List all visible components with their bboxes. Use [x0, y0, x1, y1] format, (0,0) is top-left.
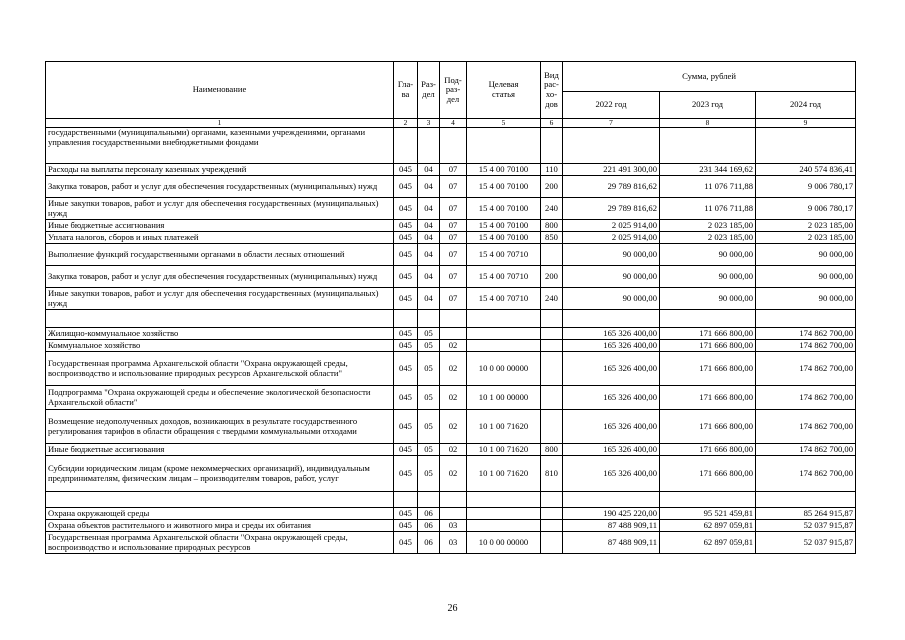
- cell-razdel: 05: [418, 328, 440, 340]
- cell-sum-2022: 165 326 400,00: [563, 444, 660, 456]
- cell-target: [467, 328, 541, 340]
- table-row: [46, 444, 856, 456]
- cell-glava: 045: [394, 266, 418, 288]
- cell-razdel: 05: [418, 410, 440, 444]
- cell-sum-2024: 174 862 700,00: [756, 456, 856, 492]
- cell-target: [467, 508, 541, 520]
- cell-razdel: [418, 310, 440, 328]
- table-row: [46, 340, 856, 352]
- column-number: 4: [440, 119, 467, 128]
- cell-sum-2023: 11 076 711,88: [660, 198, 756, 220]
- cell-sum-2024: 174 862 700,00: [756, 410, 856, 444]
- cell-razdel: 04: [418, 176, 440, 198]
- cell-podrazdel: 07: [440, 198, 467, 220]
- cell-name: Государственная программа Архангельской области "Охрана окружающей среды, воспроизводство и использование природных ресурсов Архангельской области": [46, 352, 394, 386]
- cell-sum-2023: 171 666 800,00: [660, 328, 756, 340]
- cell-vid: 800: [541, 444, 563, 456]
- cell-podrazdel: 07: [440, 244, 467, 266]
- cell-podrazdel: 07: [440, 232, 467, 244]
- table-row: [46, 266, 856, 288]
- header-vid-label: Вид рас- хо- дов: [544, 69, 559, 109]
- cell-vid: [541, 520, 563, 532]
- cell-podrazdel: 02: [440, 352, 467, 386]
- cell-sum-2024: 174 862 700,00: [756, 340, 856, 352]
- cell-sum-2022: 165 326 400,00: [563, 328, 660, 340]
- cell-name: Охрана объектов растительного и животного мира и среды их обитания: [46, 520, 394, 532]
- cell-name: Выполнение функций государственными органами в области лесных отношений: [46, 244, 394, 266]
- cell-razdel: 06: [418, 508, 440, 520]
- budget-table: [45, 61, 856, 554]
- cell-razdel: 04: [418, 244, 440, 266]
- cell-sum-2023: 2 023 185,00: [660, 220, 756, 232]
- cell-sum-2022: 90 000,00: [563, 244, 660, 266]
- cell-sum-2023: 62 897 059,81: [660, 520, 756, 532]
- cell-sum-2022: [563, 492, 660, 508]
- column-number: 3: [418, 119, 440, 128]
- cell-podrazdel: 07: [440, 176, 467, 198]
- cell-razdel: 05: [418, 340, 440, 352]
- cell-name: Жилищно-коммунальное хозяйство: [46, 328, 394, 340]
- cell-podrazdel: 03: [440, 520, 467, 532]
- cell-sum-2022: 29 789 816,62: [563, 198, 660, 220]
- cell-podrazdel: 02: [440, 386, 467, 410]
- cell-name: Охрана окружающей среды: [46, 508, 394, 520]
- column-number: 5: [467, 119, 541, 128]
- cell-vid: 810: [541, 456, 563, 492]
- cell-sum-2023: 62 897 059,81: [660, 532, 756, 554]
- table-row: [46, 352, 856, 386]
- cell-glava: 045: [394, 176, 418, 198]
- table-row: [46, 176, 856, 198]
- cell-glava: 045: [394, 244, 418, 266]
- column-number: 9: [756, 119, 856, 128]
- cell-name: Иные закупки товаров, работ и услуг для обеспечения государственных (муниципальных) нужд: [46, 288, 394, 310]
- cell-vid: [541, 410, 563, 444]
- cell-name: Подпрограмма "Охрана окружающей среды и обеспечение экологической безопасности Архангельской области": [46, 386, 394, 410]
- table-row: [46, 310, 856, 328]
- cell-target: 10 0 00 00000: [467, 352, 541, 386]
- header-sum-group: Сумма, рублей: [563, 62, 856, 92]
- cell-sum-2022: 165 326 400,00: [563, 340, 660, 352]
- cell-podrazdel: 07: [440, 288, 467, 310]
- cell-sum-2022: 165 326 400,00: [563, 410, 660, 444]
- cell-vid: [541, 352, 563, 386]
- cell-podrazdel: 02: [440, 340, 467, 352]
- cell-target: [467, 520, 541, 532]
- table-row: [46, 492, 856, 508]
- cell-vid: [541, 244, 563, 266]
- cell-glava: 045: [394, 352, 418, 386]
- cell-target: [467, 340, 541, 352]
- cell-name: Иные бюджетные ассигнования: [46, 444, 394, 456]
- cell-glava: 045: [394, 386, 418, 410]
- cell-vid: [541, 310, 563, 328]
- column-number: 8: [660, 119, 756, 128]
- cell-vid: 110: [541, 164, 563, 176]
- cell-sum-2022: 165 326 400,00: [563, 352, 660, 386]
- cell-podrazdel: [440, 328, 467, 340]
- cell-sum-2024: 52 037 915,87: [756, 520, 856, 532]
- cell-name: Закупка товаров, работ и услуг для обеспечения государственных (муниципальных) нужд: [46, 176, 394, 198]
- cell-vid: 240: [541, 288, 563, 310]
- header-vid: [541, 62, 563, 119]
- cell-sum-2023: 171 666 800,00: [660, 410, 756, 444]
- header-name: Наименование: [46, 62, 394, 119]
- table-row: [46, 288, 856, 310]
- column-number: 7: [563, 119, 660, 128]
- page-number: 26: [447, 603, 458, 614]
- cell-razdel: 05: [418, 444, 440, 456]
- table-row: [46, 386, 856, 410]
- cell-sum-2022: [563, 310, 660, 328]
- cell-glava: [394, 492, 418, 508]
- cell-sum-2024: 240 574 836,41: [756, 164, 856, 176]
- cell-name: государственными (муниципальными) органами, казенными учреждениями, органами управления государственными внебюджетными фондами: [46, 128, 394, 164]
- cell-target: [467, 492, 541, 508]
- cell-glava: [394, 128, 418, 164]
- cell-vid: 850: [541, 232, 563, 244]
- cell-sum-2024: 90 000,00: [756, 266, 856, 288]
- cell-razdel: 04: [418, 198, 440, 220]
- cell-razdel: 04: [418, 220, 440, 232]
- cell-sum-2023: 95 521 459,81: [660, 508, 756, 520]
- cell-glava: 045: [394, 520, 418, 532]
- cell-podrazdel: 07: [440, 164, 467, 176]
- cell-target: 15 4 00 70710: [467, 244, 541, 266]
- cell-name: [46, 310, 394, 328]
- cell-sum-2023: 11 076 711,88: [660, 176, 756, 198]
- cell-vid: 200: [541, 266, 563, 288]
- cell-name: Субсидии юридическим лицам (кроме некоммерческих организаций), индивидуальным предпринимателям, физическим лицам – производителям товаров, работ, услуг: [46, 456, 394, 492]
- cell-sum-2023: [660, 310, 756, 328]
- cell-sum-2024: 2 023 185,00: [756, 232, 856, 244]
- cell-sum-2024: [756, 310, 856, 328]
- cell-sum-2022: [563, 128, 660, 164]
- cell-vid: 800: [541, 220, 563, 232]
- cell-sum-2022: 90 000,00: [563, 266, 660, 288]
- cell-sum-2024: 9 006 780,17: [756, 176, 856, 198]
- table-row: [46, 508, 856, 520]
- cell-vid: [541, 508, 563, 520]
- cell-sum-2022: 90 000,00: [563, 288, 660, 310]
- table-row: [46, 456, 856, 492]
- cell-podrazdel: 07: [440, 220, 467, 232]
- cell-sum-2023: 231 344 169,62: [660, 164, 756, 176]
- cell-name: Коммунальное хозяйство: [46, 340, 394, 352]
- table-row: [46, 532, 856, 554]
- cell-vid: [541, 532, 563, 554]
- cell-razdel: 06: [418, 520, 440, 532]
- cell-razdel: [418, 128, 440, 164]
- cell-sum-2024: 174 862 700,00: [756, 444, 856, 456]
- cell-glava: 045: [394, 456, 418, 492]
- header-year-2024: 2024 год: [756, 92, 856, 119]
- cell-razdel: 04: [418, 266, 440, 288]
- cell-vid: [541, 128, 563, 164]
- cell-razdel: 04: [418, 232, 440, 244]
- cell-sum-2022: 87 488 909,11: [563, 520, 660, 532]
- header-target: [467, 62, 541, 119]
- cell-sum-2023: [660, 128, 756, 164]
- cell-target: 15 4 00 70710: [467, 266, 541, 288]
- cell-name: Иные закупки товаров, работ и услуг для обеспечения государственных (муниципальных) нужд: [46, 198, 394, 220]
- header-razdel: [418, 62, 440, 119]
- cell-podrazdel: [440, 310, 467, 328]
- cell-sum-2024: 174 862 700,00: [756, 386, 856, 410]
- table-row: [46, 328, 856, 340]
- table-row: [46, 520, 856, 532]
- cell-sum-2023: 90 000,00: [660, 244, 756, 266]
- cell-glava: 045: [394, 220, 418, 232]
- cell-sum-2022: 165 326 400,00: [563, 386, 660, 410]
- column-number: 6: [541, 119, 563, 128]
- cell-name: Закупка товаров, работ и услуг для обеспечения государственных (муниципальных) нужд: [46, 266, 394, 288]
- cell-sum-2023: 2 023 185,00: [660, 232, 756, 244]
- cell-sum-2022: 2 025 914,00: [563, 220, 660, 232]
- header-glava-label: Гла- ва: [397, 79, 414, 99]
- cell-razdel: [418, 492, 440, 508]
- cell-sum-2024: 52 037 915,87: [756, 532, 856, 554]
- cell-glava: 045: [394, 288, 418, 310]
- cell-sum-2023: 90 000,00: [660, 266, 756, 288]
- cell-name: Возмещение недополученных доходов, возникающих в результате государственного регулирования тарифов в области обращения с твердыми коммунальными отходами: [46, 410, 394, 444]
- cell-glava: 045: [394, 444, 418, 456]
- cell-target: 15 4 00 70100: [467, 232, 541, 244]
- header-year-2023: 2023 год: [660, 92, 756, 119]
- cell-razdel: 05: [418, 352, 440, 386]
- cell-sum-2024: [756, 128, 856, 164]
- table-row: [46, 128, 856, 164]
- cell-vid: [541, 386, 563, 410]
- cell-razdel: 06: [418, 532, 440, 554]
- cell-sum-2023: 171 666 800,00: [660, 340, 756, 352]
- cell-name: Иные бюджетные ассигнования: [46, 220, 394, 232]
- header-razdel-label: Раз- дел: [421, 79, 436, 99]
- cell-glava: 045: [394, 340, 418, 352]
- table-body: [46, 128, 856, 554]
- cell-glava: 045: [394, 410, 418, 444]
- cell-glava: [394, 310, 418, 328]
- cell-sum-2023: 90 000,00: [660, 288, 756, 310]
- cell-podrazdel: 02: [440, 444, 467, 456]
- header-podrazdel: [440, 62, 467, 119]
- cell-razdel: 04: [418, 288, 440, 310]
- cell-target: 15 4 00 70710: [467, 288, 541, 310]
- cell-target: 15 4 00 70100: [467, 176, 541, 198]
- cell-razdel: 04: [418, 164, 440, 176]
- table-row: [46, 220, 856, 232]
- cell-podrazdel: 03: [440, 532, 467, 554]
- cell-vid: 240: [541, 198, 563, 220]
- cell-target: 15 4 00 70100: [467, 220, 541, 232]
- cell-podrazdel: 07: [440, 266, 467, 288]
- cell-name: Расходы на выплаты персоналу казенных учреждений: [46, 164, 394, 176]
- cell-sum-2022: 29 789 816,62: [563, 176, 660, 198]
- cell-podrazdel: 02: [440, 456, 467, 492]
- cell-glava: 045: [394, 198, 418, 220]
- cell-sum-2024: 90 000,00: [756, 288, 856, 310]
- cell-target: 10 1 00 71620: [467, 444, 541, 456]
- cell-sum-2022: 165 326 400,00: [563, 456, 660, 492]
- cell-target: 15 4 00 70100: [467, 164, 541, 176]
- cell-glava: 045: [394, 328, 418, 340]
- cell-target: 10 1 00 71620: [467, 456, 541, 492]
- cell-sum-2023: 171 666 800,00: [660, 352, 756, 386]
- cell-podrazdel: [440, 492, 467, 508]
- column-number: 2: [394, 119, 418, 128]
- cell-target: [467, 310, 541, 328]
- cell-glava: 045: [394, 508, 418, 520]
- cell-name: [46, 492, 394, 508]
- cell-podrazdel: 02: [440, 410, 467, 444]
- cell-vid: [541, 340, 563, 352]
- column-number: 1: [46, 119, 394, 128]
- cell-name: Уплата налогов, сборов и иных платежей: [46, 232, 394, 244]
- header-glava: [394, 62, 418, 119]
- header-year-2022: 2022 год: [563, 92, 660, 119]
- cell-vid: 200: [541, 176, 563, 198]
- cell-name: Государственная программа Архангельской области "Охрана окружающей среды, воспроизводство и использование природных ресурсов: [46, 532, 394, 554]
- cell-glava: 045: [394, 532, 418, 554]
- cell-sum-2024: 9 006 780,17: [756, 198, 856, 220]
- cell-sum-2024: 2 023 185,00: [756, 220, 856, 232]
- cell-sum-2022: 190 425 220,00: [563, 508, 660, 520]
- table-row: [46, 198, 856, 220]
- cell-sum-2022: 221 491 300,00: [563, 164, 660, 176]
- cell-sum-2023: [660, 492, 756, 508]
- table-row: [46, 164, 856, 176]
- cell-target: 10 1 00 71620: [467, 410, 541, 444]
- table-row: [46, 232, 856, 244]
- cell-vid: [541, 492, 563, 508]
- cell-podrazdel: [440, 128, 467, 164]
- cell-sum-2023: 171 666 800,00: [660, 444, 756, 456]
- table-row: [46, 244, 856, 266]
- cell-glava: 045: [394, 164, 418, 176]
- budget-sheet: [45, 61, 855, 554]
- cell-sum-2024: 85 264 915,87: [756, 508, 856, 520]
- cell-target: [467, 128, 541, 164]
- cell-target: 10 0 00 00000: [467, 532, 541, 554]
- cell-razdel: 05: [418, 386, 440, 410]
- header-podrazdel-label: Под- раз- дел: [444, 74, 462, 104]
- cell-target: 10 1 00 00000: [467, 386, 541, 410]
- cell-sum-2023: 171 666 800,00: [660, 456, 756, 492]
- cell-sum-2024: 174 862 700,00: [756, 352, 856, 386]
- cell-sum-2023: 171 666 800,00: [660, 386, 756, 410]
- cell-razdel: 05: [418, 456, 440, 492]
- cell-sum-2024: 90 000,00: [756, 244, 856, 266]
- column-number-row: [46, 119, 856, 128]
- table-row: [46, 410, 856, 444]
- cell-podrazdel: [440, 508, 467, 520]
- cell-glava: 045: [394, 232, 418, 244]
- cell-sum-2022: 2 025 914,00: [563, 232, 660, 244]
- cell-vid: [541, 328, 563, 340]
- cell-sum-2024: 174 862 700,00: [756, 328, 856, 340]
- header-target-label: Целевая статья: [488, 79, 519, 99]
- cell-sum-2022: 87 488 909,11: [563, 532, 660, 554]
- cell-sum-2024: [756, 492, 856, 508]
- cell-target: 15 4 00 70100: [467, 198, 541, 220]
